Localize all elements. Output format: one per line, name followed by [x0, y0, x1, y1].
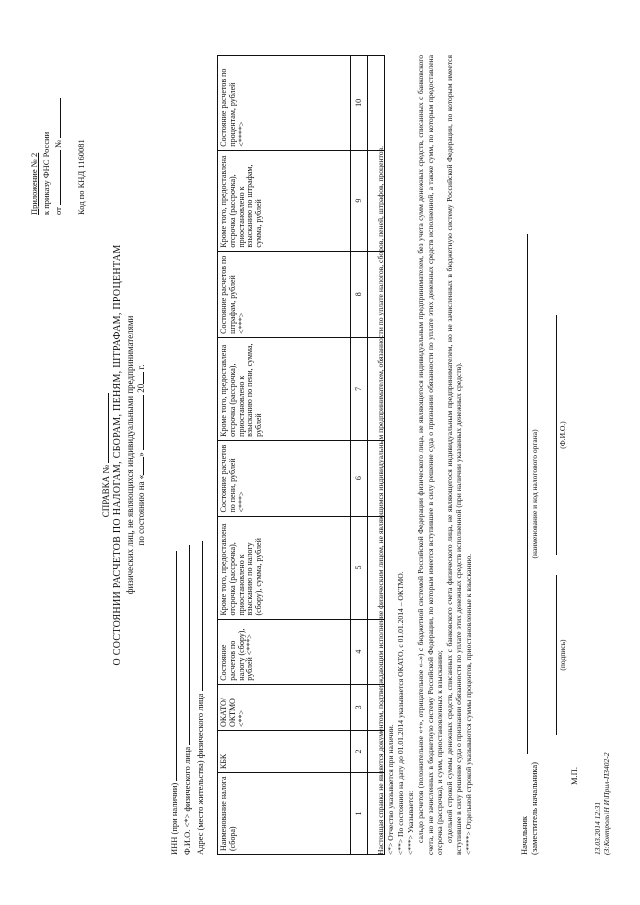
fio-sign-field — [550, 315, 568, 555]
org-caption: (наименование и код налогового органа) — [529, 429, 539, 559]
table-header-row — [218, 56, 351, 855]
col-header-okato: ОКАТО/ ОКТМО <**> — [218, 684, 351, 730]
file-footer — [594, 752, 611, 855]
org-blank — [527, 234, 528, 754]
title-line-2: О СОСТОЯНИИ РАСЧЕТОВ ПО НАЛОГАМ, СБОРАМ, ПЕНЯМ, ШТРАФАМ, ПРОЦЕНТАМ — [112, 244, 124, 666]
column-number-row — [351, 56, 368, 855]
address-label: Адрес (место жительства) физического лица — [194, 693, 205, 855]
title-certificate-no: СПРАВКА № — [101, 465, 111, 518]
knd-code: Код по КНД 1160081 — [76, 139, 87, 215]
appendix-no: № — [52, 139, 63, 148]
note-patronymic: <*> Отчество указывается при наличии. — [386, 724, 396, 855]
date-prefix: по состоянию на « — [136, 474, 147, 546]
fio-label: Ф.И.О. <*> физического лица — [181, 746, 192, 855]
deputy-label: (заместитель начальника) — [528, 761, 539, 855]
head-line — [520, 55, 540, 855]
col-number: 9 — [351, 150, 368, 251]
day-blank — [143, 457, 144, 475]
note-interest: <****> Отдельной строкой указываются суммы процентов, приостановленные к взысканию. — [463, 553, 473, 855]
sign-caption: (подпись) — [558, 639, 568, 671]
sign-line — [550, 55, 568, 735]
fio-sign-blank — [556, 315, 557, 555]
document-title — [100, 25, 148, 885]
appendix-date-line — [54, 45, 64, 215]
title-line-4 — [136, 25, 146, 885]
appendix-block — [30, 45, 89, 215]
col-number: 10 — [351, 56, 368, 151]
col-number: 2 — [351, 730, 368, 772]
col-header-penalty-balance: Состояние расчетов по пени, рублей <***> — [218, 440, 351, 516]
inn-label: ИНН (при наличии) — [169, 782, 179, 855]
signature-block — [520, 55, 580, 855]
certificate-number-blank — [108, 393, 109, 463]
taxpayer-fields — [170, 541, 208, 855]
appendix-order: к приказу ФНС России — [40, 131, 51, 215]
appendix-number: Приложение № 2 — [29, 152, 39, 215]
col-header-fine-balance: Состояние расчетов по штрафам, рублей <***> — [218, 251, 351, 337]
sign-blank — [556, 575, 557, 735]
col-header-tax-deferred: Кроме того, предоставлена отсрочка (рассрочка), приостановлено к взысканию по налогу (сбору), сумма, рублей — [218, 516, 351, 619]
fio-blank — [189, 545, 190, 745]
footer-path: (З:Контроль\Н И\Прил-П3402-2 — [601, 752, 611, 855]
note-indicated: <***> Указывается: — [406, 790, 416, 855]
head-labels — [520, 762, 540, 855]
inn-field — [170, 541, 180, 855]
col-number: 1 — [351, 773, 368, 855]
footnotes — [376, 55, 474, 855]
col-header-kbk: КБК — [218, 730, 351, 772]
note-okato: <**> По состоянию на дату до 01.01.2014 указывается ОКАТО, с 01.01.2014 – ОКТМО. — [396, 571, 406, 855]
title-line-3: физических лиц, не являющихся индивидуальными предпринимателями — [124, 315, 135, 595]
date-mid: » — [136, 452, 147, 457]
month-blank — [143, 395, 144, 450]
sign-field — [550, 575, 568, 735]
col-header-tax-balance: Состояние расчетов по налогу (сбору), рублей <***> — [218, 619, 351, 684]
col-number: 8 — [351, 251, 368, 337]
fio-caption: (Ф.И.О.) — [558, 421, 568, 449]
title-line-1 — [101, 25, 111, 885]
fio-field — [183, 541, 193, 855]
col-header-fine-deferred: Кроме того, предоставлена отсрочка (рассрочка), приостановлено к взысканию по штрафам, сумма, рублей — [218, 150, 351, 251]
col-header-interest-balance: Состояние расчетов по процентам, рублей <****> — [218, 56, 351, 151]
year-blank — [143, 372, 144, 384]
date-suffix: г. — [136, 364, 147, 370]
rotated-form-sheet — [20, 25, 620, 885]
footer-timestamp: 13.03.2014 12:31 — [593, 801, 602, 855]
note-balance: сальдо расчетов (положительное «+», отрицательное «–») с бюджетной системой Российской Федерации физического лица, не являющегося индивидуальным предпринимателем, без учета сумм денежных средств, списанных с банковского счета, но не зачисленных в бюджетную систему Российской Федерации, по которым имеется вступившее в силу решение суда о признании обязанности по уплате этих денежных средств исполненной, а также сумм, по которым предоставлена отсрочка (рассрочка), и сумм, приостановленных к взысканию; — [416, 55, 444, 855]
appendix-no-blank — [60, 98, 61, 138]
col-header-penalty-deferred: Кроме того, предоставлена отсрочка (рассрочка), приостановлено к взысканию по пени, сумма, рублей — [218, 337, 351, 440]
note-disclaimer: Настоящая справка не является документом, подтверждающим исполнение физическим лицом, не являющимся индивидуальным предпринимателем, обязанности по уплате налогов, сборов, пеней, штрафов, процентов. — [376, 145, 385, 855]
appendix-from: от — [52, 207, 63, 215]
stamp-place: М.П. — [568, 767, 579, 785]
col-number: 7 — [351, 337, 368, 440]
date-year: 20 — [136, 383, 147, 393]
col-number: 5 — [351, 516, 368, 619]
head-label: Начальник — [519, 815, 529, 855]
org-field — [521, 234, 539, 754]
appendix-date-blank — [60, 150, 61, 205]
address-field — [196, 541, 206, 855]
col-header-tax-name: Наименование налога (сбора) — [218, 773, 351, 855]
col-number: 3 — [351, 684, 368, 730]
note-separate-line: отдельной строкой суммы денежных средств, списанных с банковского счета физического лица, не являющегося индивидуальным предпринимателем, но не зачисленных в бюджетную систему Российской Федерации, по которым имеется вступившее в силу решение суда о признании обязанности по уплате этих денежных средств исполненной (при наличии указанных денежных средств). — [444, 55, 463, 855]
col-number: 4 — [351, 619, 368, 684]
settlements-table — [217, 55, 385, 855]
inn-blank — [176, 551, 177, 781]
col-number: 6 — [351, 440, 368, 516]
address-blank — [202, 541, 203, 691]
